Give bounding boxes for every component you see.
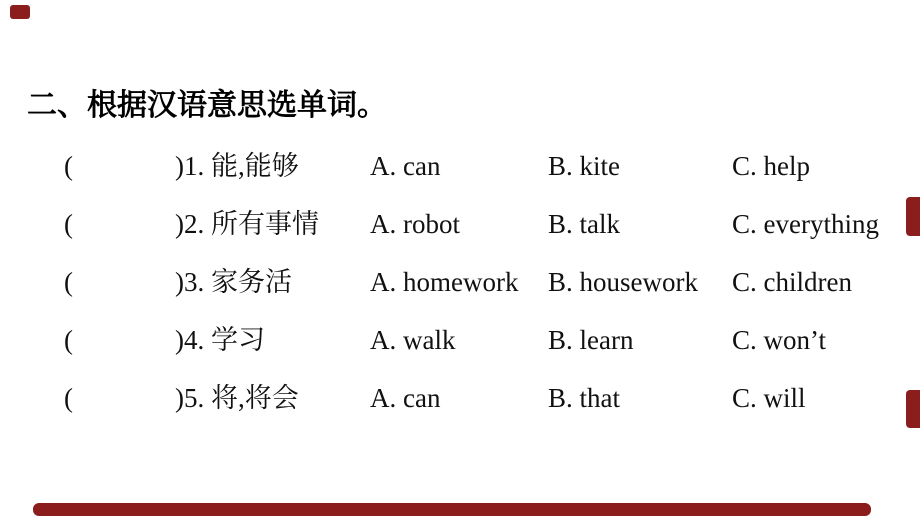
- option-b[interactable]: B. talk: [548, 209, 620, 239]
- answer-blank[interactable]: (: [64, 267, 73, 297]
- option-b[interactable]: B. housework: [548, 267, 698, 297]
- question-row: [0, 206, 920, 242]
- frame-fragment-top-left: [10, 5, 30, 19]
- option-b[interactable]: B. learn: [548, 325, 634, 355]
- option-a[interactable]: A. can: [370, 383, 441, 413]
- answer-blank[interactable]: (: [64, 325, 73, 355]
- option-a[interactable]: A. robot: [370, 209, 460, 239]
- answer-blank[interactable]: (: [64, 151, 73, 181]
- question-row: [0, 264, 920, 300]
- option-b[interactable]: B. that: [548, 383, 620, 413]
- question-prompt: )4. 学习: [175, 325, 265, 355]
- option-c[interactable]: C. everything: [732, 209, 879, 239]
- option-c[interactable]: C. will: [732, 383, 806, 413]
- option-c[interactable]: C. children: [732, 267, 852, 297]
- answer-blank[interactable]: (: [64, 383, 73, 413]
- question-prompt: )3. 家务活: [175, 267, 292, 297]
- option-b[interactable]: B. kite: [548, 151, 620, 181]
- option-a[interactable]: A. can: [370, 151, 441, 181]
- answer-blank[interactable]: (: [64, 209, 73, 239]
- question-row: [0, 322, 920, 358]
- section-title: 二、根据汉语意思选单词。: [27, 89, 387, 122]
- option-a[interactable]: A. homework: [370, 267, 519, 297]
- question-prompt: )2. 所有事情: [175, 209, 319, 239]
- frame-fragment-bottom: [33, 503, 871, 516]
- option-c[interactable]: C. help: [732, 151, 810, 181]
- question-row: [0, 380, 920, 416]
- option-a[interactable]: A. walk: [370, 325, 456, 355]
- question-prompt: )5. 将,将会: [175, 383, 299, 413]
- question-prompt: )1. 能,能够: [175, 151, 299, 181]
- question-row: [0, 148, 920, 184]
- option-c[interactable]: C. won’t: [732, 325, 827, 355]
